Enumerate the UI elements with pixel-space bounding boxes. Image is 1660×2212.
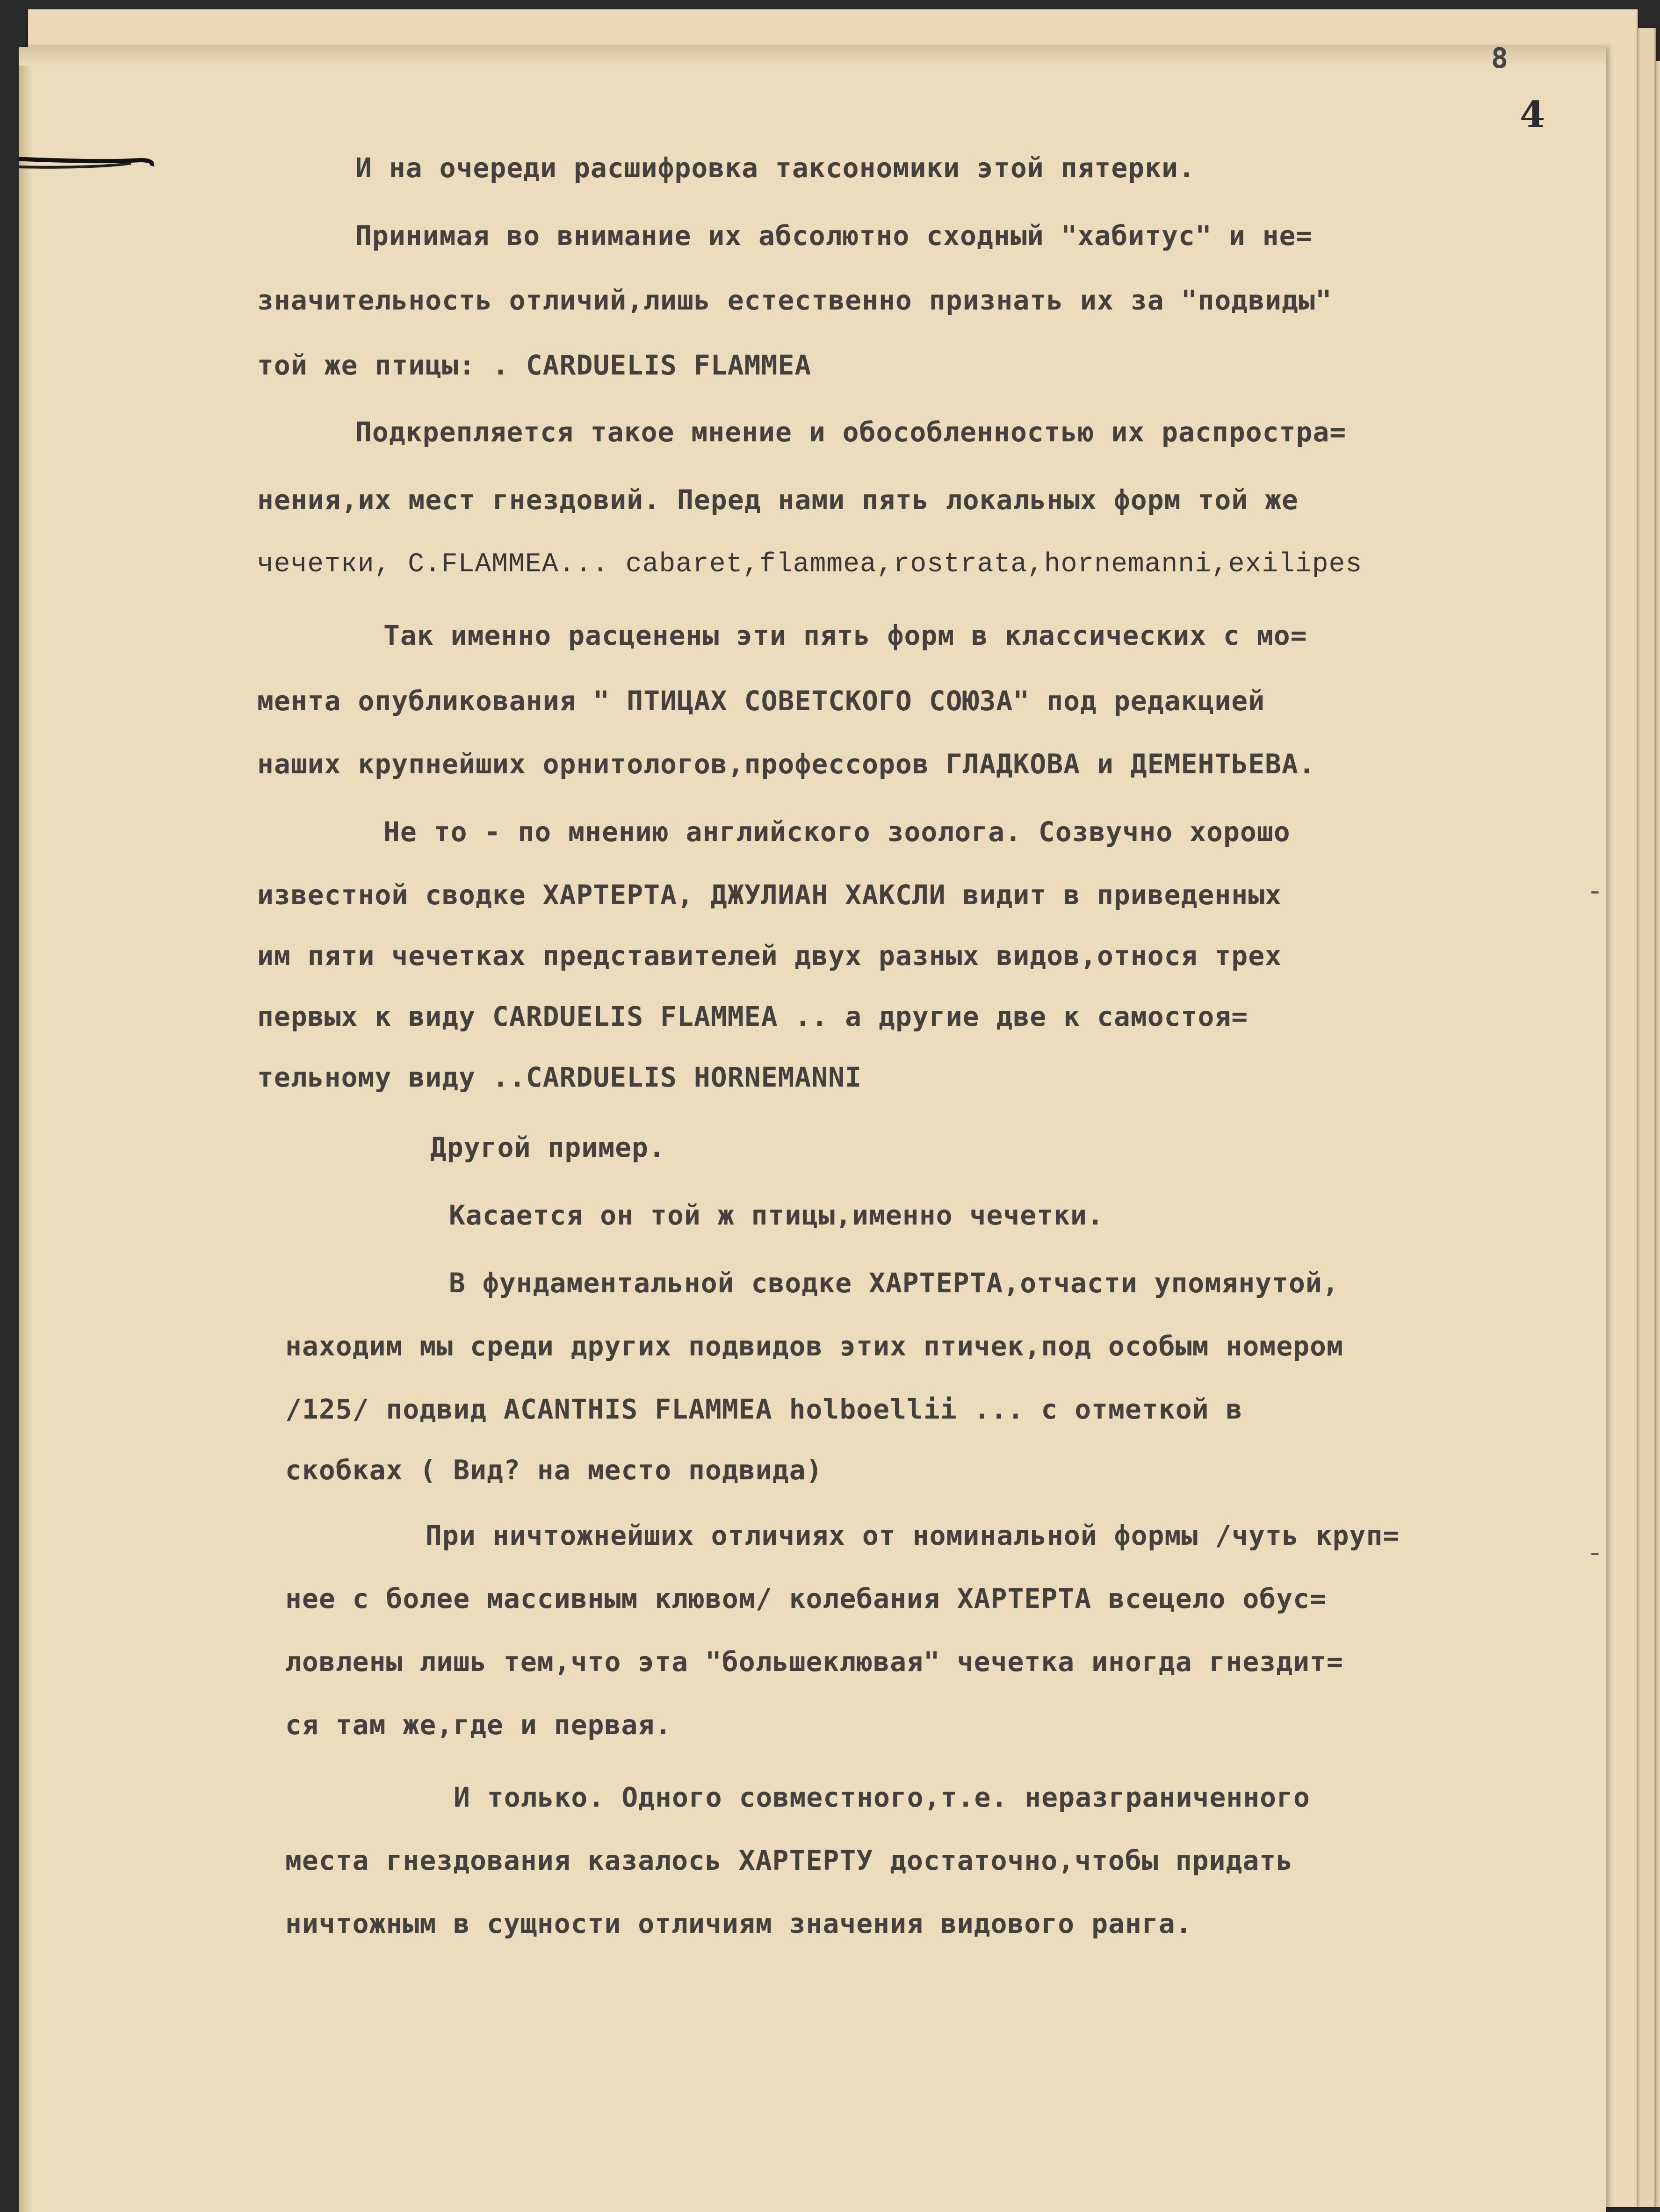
- text-line: места гнездования казалось ХАРТЕРТУ достаточно,чтобы придать: [285, 1845, 1293, 1876]
- text-line: чечетки, C.FLAMMEA... cabaret,flammea,rostrata,hornemanni,exilipes: [257, 549, 1363, 580]
- text-line: И только. Одного совместного,т.е. неразграниченного: [454, 1781, 1310, 1813]
- text-line: ся там же,где и первая.: [285, 1709, 672, 1741]
- text-line: известной сводке ХАРТЕРТА, ДЖУЛИАН ХАКСЛИ видит в приведенных: [257, 879, 1282, 911]
- text-line: наших крупнейших орнитологов,профессоров ГЛАДКОВА и ДЕМЕНТЬЕВА.: [257, 748, 1315, 780]
- text-line: им пяти чечетках представителей двух разных видов,относя трех: [257, 940, 1282, 972]
- text-line: Так именно расценены эти пять форм в классических с мо=: [383, 620, 1307, 651]
- text-line: ничтожным в сущности отличиям значения видового ранга.: [285, 1908, 1192, 1939]
- document-page: [19, 42, 1606, 2212]
- binding-string-icon: [19, 133, 154, 194]
- text-line: В фундаментальной сводке ХАРТЕРТА,отчасти упомянутой,: [449, 1267, 1339, 1299]
- text-line: И на очереди расшифровка таксономики этой пятерки.: [355, 152, 1195, 184]
- page-number: 4: [1520, 94, 1545, 136]
- text-line: Подкрепляется такое мнение и обособленностью их распростра=: [355, 416, 1347, 448]
- text-line: /125/ подвид ACANTHIS FLAMMEA holboellii ... с отметкой в: [285, 1393, 1243, 1425]
- text-line: значительность отличий,лишь естественно признать их за "подвиды": [257, 284, 1332, 316]
- text-line: Касается он той ж птицы,именно чечетки.: [449, 1199, 1104, 1231]
- margin-tick: -: [1586, 1536, 1603, 1569]
- text-line: нее с более массивным клювом/ колебания ХАРТЕРТА всецело обус=: [285, 1583, 1327, 1614]
- text-line: первых к виду CARDUELIS FLAMMEA .. а другие две к самостоя=: [257, 1001, 1249, 1032]
- text-line: ловлены лишь тем,что эта "большеклювая" чечетка иногда гнездит=: [285, 1646, 1343, 1678]
- text-line: Другой пример.: [430, 1131, 665, 1163]
- text-line: Принимая во внимание их абсолютно сходный "хабитус" и не=: [355, 220, 1313, 252]
- text-line: тельному виду ..CARDUELIS HORNEMANNI: [257, 1061, 862, 1093]
- text-line: той же птицы: . CARDUELIS FLAMMEA: [257, 349, 812, 381]
- text-line: нения,их мест гнездовий. Перед нами пять локальных форм той же: [257, 484, 1299, 516]
- margin-tick: -: [1586, 874, 1603, 907]
- text-line: мента опубликования " ПТИЦАХ СОВЕТСКОГО СОЮЗА" под редакцией: [257, 685, 1265, 717]
- text-line: находим мы среди других подвидов этих птичек,под особым номером: [285, 1330, 1343, 1362]
- corner-mark: 8: [1491, 42, 1508, 75]
- text-line: скобках ( Вид? на место подвида): [285, 1454, 823, 1486]
- text-line: При ничтожнейших отличиях от номинальной формы /чуть круп=: [426, 1520, 1400, 1551]
- page-top-fold: [19, 47, 1606, 65]
- text-line: Не то - по мнению английского зоолога. Созвучно хорошо: [383, 816, 1291, 848]
